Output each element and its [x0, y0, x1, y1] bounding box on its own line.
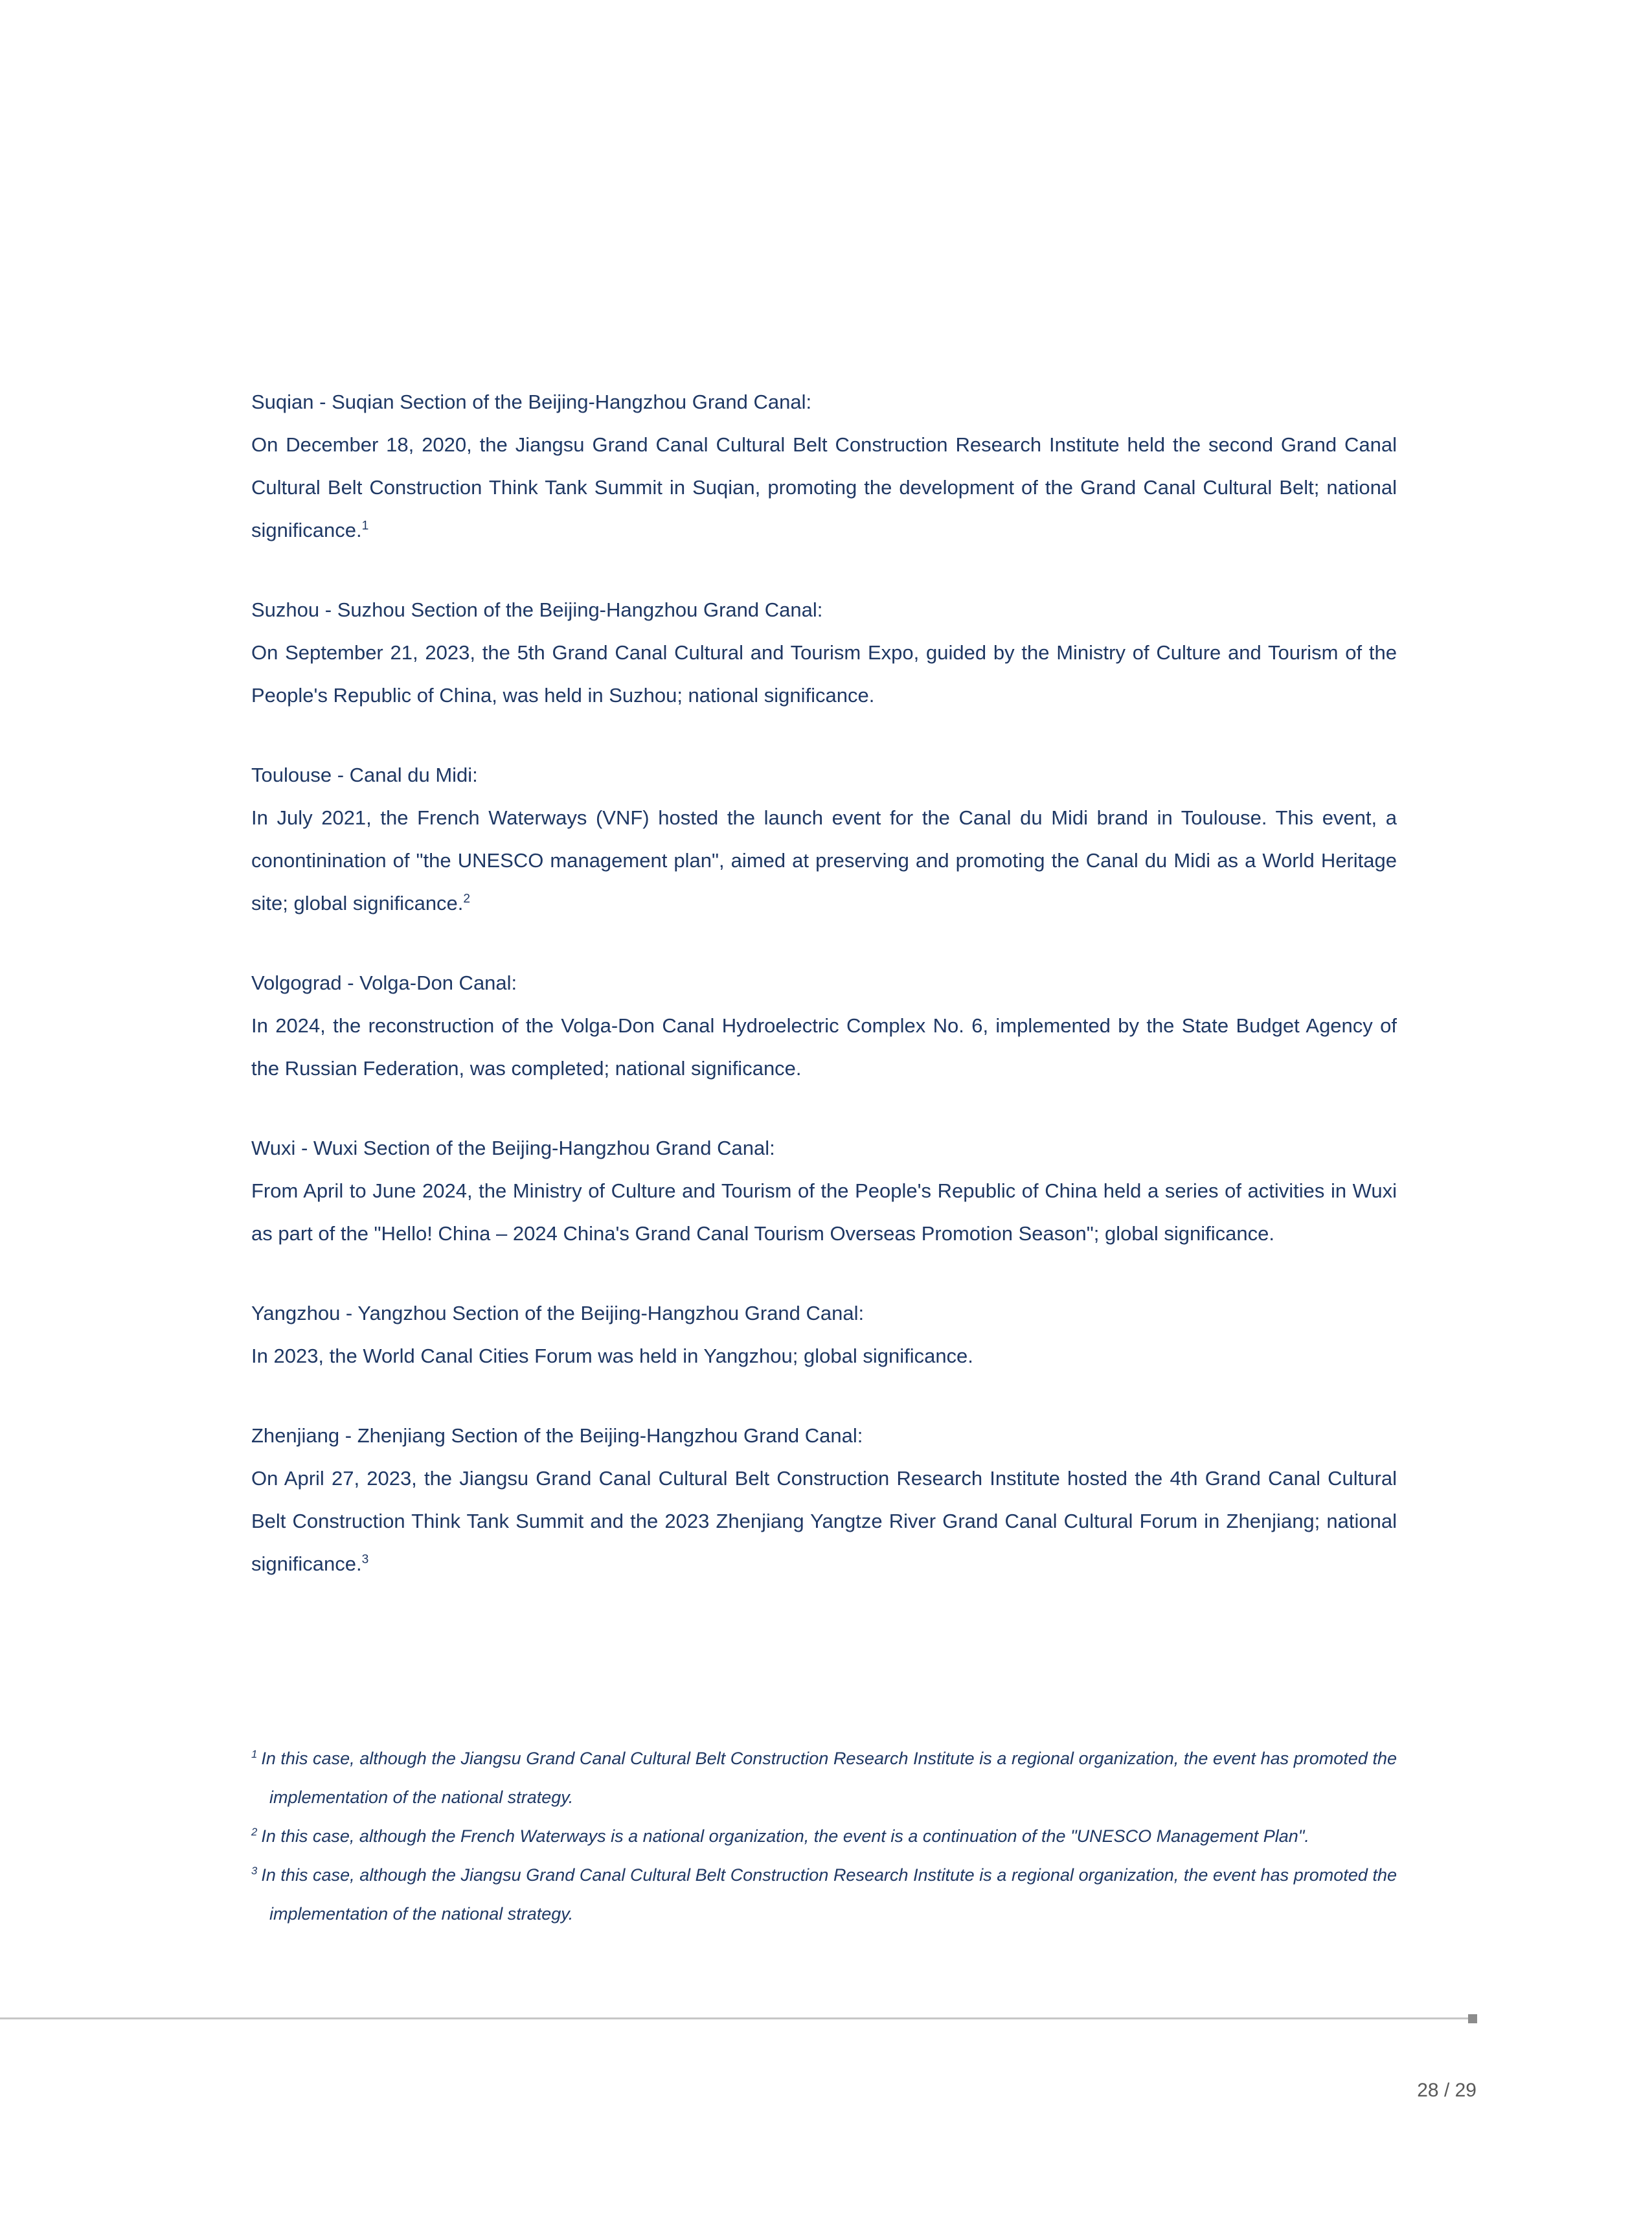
- footnote-text: In this case, although the Jiangsu Grand Canal Cultural Belt Construction Research Institute is a regional organization, the event has promoted the implementation of the national strategy.: [261, 1865, 1397, 1924]
- footer-separator-line: [0, 2017, 1477, 2019]
- section-toulouse: [251, 754, 1397, 925]
- section-body: On September 21, 2023, the 5th Grand Canal Cultural and Tourism Expo, guided by the Ministry of Culture and Tourism of the People's Republic of China, was held in Suzhou; national significance.: [251, 641, 1397, 707]
- section-heading: Suzhou - Suzhou Section of the Beijing-Hangzhou Grand Canal:: [251, 598, 823, 621]
- section-body: From April to June 2024, the Ministry of Culture and Tourism of the People's Republic of China held a series of activities in Wuxi as part of the "Hello! China – 2024 China's Grand Canal Tourism Overseas Promotion Season"; global significance.: [251, 1179, 1397, 1245]
- footnote-1: [251, 1739, 1397, 1817]
- footnote-text: In this case, although the French Waterways is a national organization, the event is a continuation of the "UNESCO Management Plan".: [261, 1826, 1309, 1846]
- separator-end-square: [1468, 2014, 1477, 2023]
- section-heading: Zhenjiang - Zhenjiang Section of the Beijing-Hangzhou Grand Canal:: [251, 1424, 863, 1447]
- section-zhenjiang: [251, 1414, 1397, 1585]
- footnote-text: In this case, although the Jiangsu Grand Canal Cultural Belt Construction Research Institute is a regional organization, the event has promoted the implementation of the national strategy.: [261, 1749, 1397, 1807]
- section-suzhou: [251, 589, 1397, 717]
- section-wuxi: [251, 1127, 1397, 1255]
- section-heading: Volgograd - Volga-Don Canal:: [251, 971, 517, 994]
- section-body: On December 18, 2020, the Jiangsu Grand Canal Cultural Belt Construction Research Institute held the second Grand Canal Cultural Belt Construction Think Tank Summit in Suqian, promoting the development of the Grand Canal Cultural Belt; national significance.: [251, 433, 1397, 541]
- section-suqian: [251, 381, 1397, 552]
- section-heading: Wuxi - Wuxi Section of the Beijing-Hangzhou Grand Canal:: [251, 1137, 775, 1159]
- section-body: In July 2021, the French Waterways (VNF) hosted the launch event for the Canal du Midi brand in Toulouse. This event, a conontinination of "the UNESCO management plan", aimed at preserving and promoting the Canal du Midi as a World Heritage site; global significance.: [251, 806, 1397, 914]
- footnote-marker: 1: [251, 1748, 258, 1760]
- page-body-text: [251, 381, 1397, 1585]
- section-body: In 2023, the World Canal Cities Forum was held in Yangzhou; global significance.: [251, 1345, 973, 1367]
- section-heading: Toulouse - Canal du Midi:: [251, 764, 478, 786]
- section-body: On April 27, 2023, the Jiangsu Grand Canal Cultural Belt Construction Research Institute hosted the 4th Grand Canal Cultural Belt Construction Think Tank Summit and the 2023 Zhenjiang Yangtze River Grand Canal Cultural Forum in Zhenjiang; national significance.: [251, 1467, 1397, 1575]
- footnote-marker: 2: [251, 1826, 258, 1838]
- section-heading: Yangzhou - Yangzhou Section of the Beijing-Hangzhou Grand Canal:: [251, 1302, 865, 1324]
- section-yangzhou: [251, 1292, 1397, 1378]
- page-number-indicator: 28 / 29: [1417, 2080, 1477, 2101]
- section-volgograd: [251, 962, 1397, 1090]
- footnote-2: [251, 1817, 1397, 1856]
- footnotes-block: [251, 1739, 1397, 1933]
- section-heading: Suqian - Suqian Section of the Beijing-Hangzhou Grand Canal:: [251, 391, 812, 413]
- footnote-ref: 3: [361, 1552, 369, 1567]
- footnote-marker: 3: [251, 1865, 258, 1877]
- footnote-3: [251, 1856, 1397, 1933]
- section-body: In 2024, the reconstruction of the Volga-Don Canal Hydroelectric Complex No. 6, implemented by the State Budget Agency of the Russian Federation, was completed; national significance.: [251, 1014, 1397, 1080]
- footnote-ref: 2: [463, 892, 471, 906]
- footnote-ref: 1: [361, 519, 369, 533]
